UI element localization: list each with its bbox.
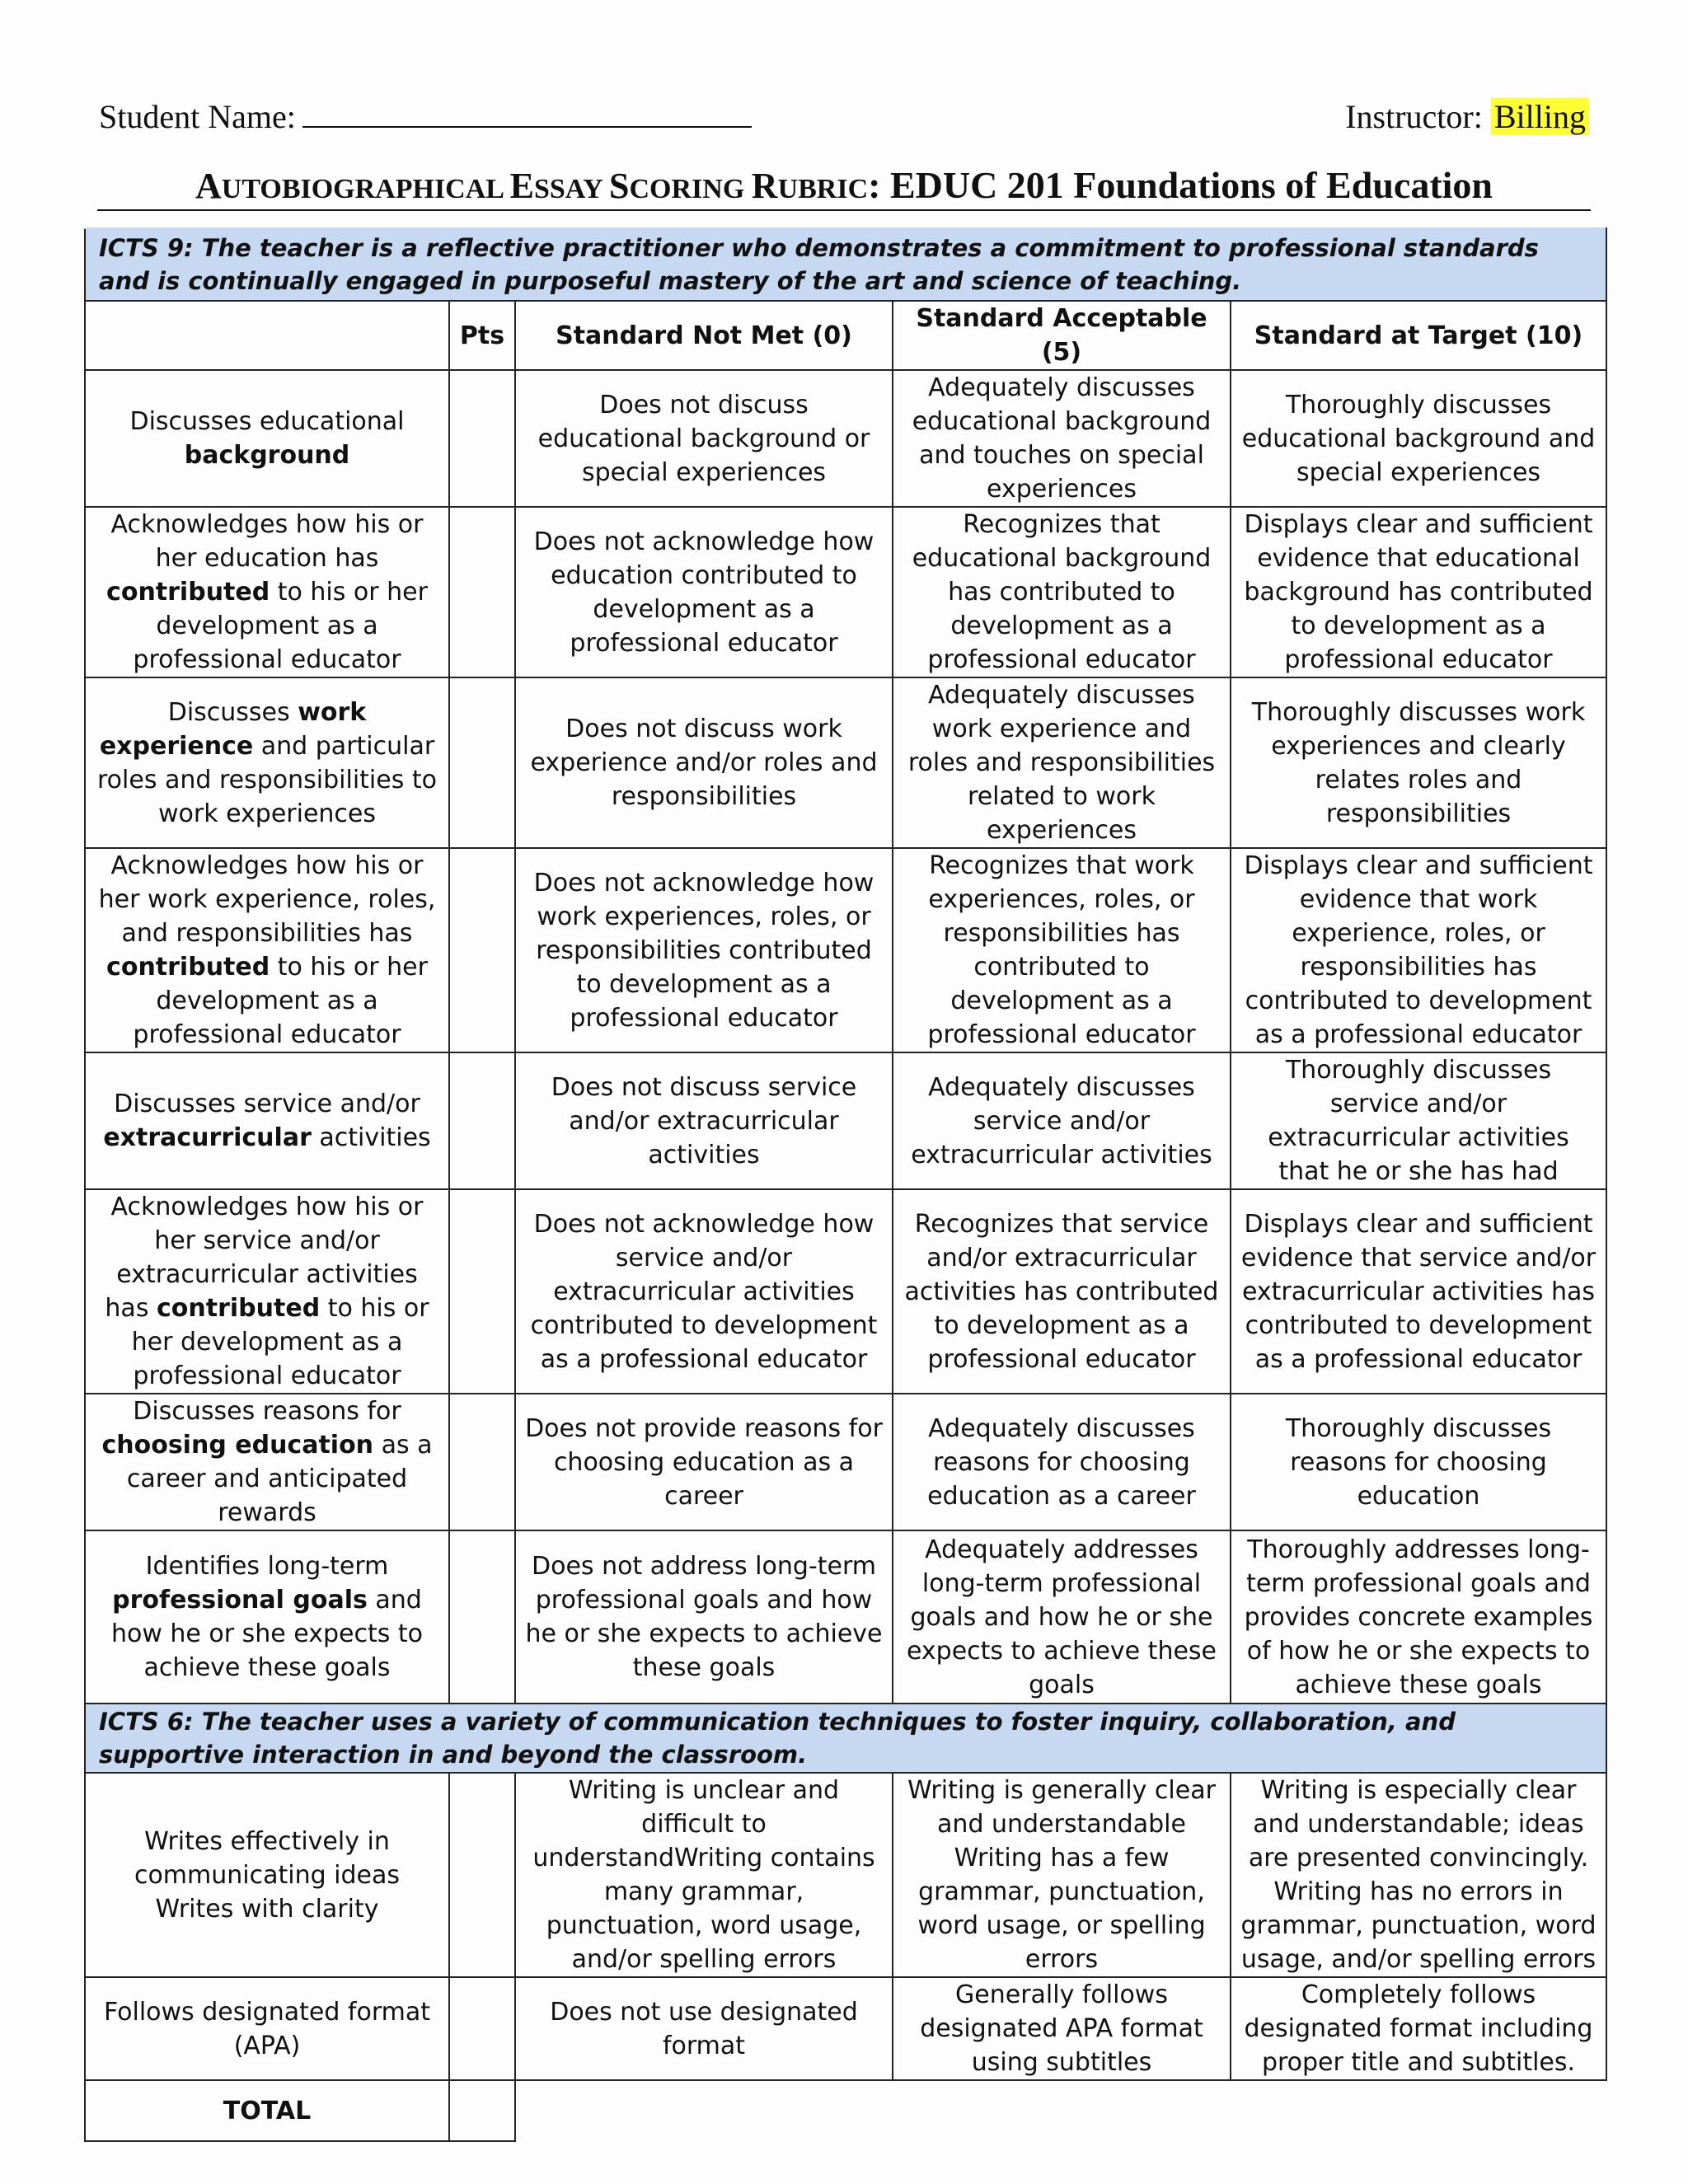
- column-header-not-met: Standard Not Met (0): [515, 301, 893, 370]
- total-row: [85, 2080, 1606, 2141]
- instructor-field: [1345, 97, 1589, 136]
- table-row: [85, 848, 1606, 1052]
- not-met-cell: Does not acknowledge how education contributed to development as a professional educator: [515, 507, 893, 677]
- student-name-blank[interactable]: [302, 98, 752, 128]
- table-row: [85, 1773, 1606, 1977]
- section-header-icts9: [85, 228, 1606, 301]
- not-met-cell: Does not acknowledge how service and/or extracurricular activities contributed to development as a professional educator: [515, 1189, 893, 1394]
- not-met-cell: Does not discuss service and/or extracurricular activities: [515, 1052, 893, 1189]
- target-cell: Thoroughly discusses reasons for choosing education: [1231, 1394, 1606, 1530]
- target-cell: Displays clear and sufficient evidence that service and/or extracurricular activities has contributed to development as a professional educator: [1231, 1189, 1606, 1394]
- total-points-cell[interactable]: [449, 2080, 515, 2141]
- points-cell[interactable]: [449, 1977, 515, 2080]
- not-met-cell: Does not use designated format: [515, 1977, 893, 2080]
- criterion-cell: Follows designated format (APA): [85, 1977, 449, 2080]
- page-title: AUTOBIOGRAPHICAL ESSAY SCORING RUBRIC: EDUC 201 Foundations of Education: [97, 162, 1591, 211]
- points-cell[interactable]: [449, 1530, 515, 1704]
- criterion-cell: Discusses educational background: [85, 370, 449, 507]
- points-cell[interactable]: [449, 848, 515, 1052]
- table-row: [85, 1052, 1606, 1189]
- acceptable-cell: Adequately discusses service and/or extracurricular activities: [893, 1052, 1231, 1189]
- criterion-cell: Acknowledges how his or her education has contributed to his or her development as a professional educator: [85, 507, 449, 677]
- points-cell[interactable]: [449, 1052, 515, 1189]
- student-name-field[interactable]: [99, 97, 752, 136]
- criterion-cell: Acknowledges how his or her work experience, roles, and responsibilities has contributed to his or her development as a professional educator: [85, 848, 449, 1052]
- criterion-cell: Acknowledges how his or her service and/or extracurricular activities has contributed to his or her development as a professional educator: [85, 1189, 449, 1394]
- not-met-cell: Does not acknowledge how work experiences, roles, or responsibilities contributed to development as a professional educator: [515, 848, 893, 1052]
- instructor-label: Instructor:: [1345, 98, 1483, 135]
- section-icts6-text: ICTS 6: The teacher uses a variety of communication techniques to foster inquiry, collaboration, and supportive interaction in and beyond the classroom.: [85, 1704, 1606, 1773]
- rubric-table: [84, 227, 1607, 2142]
- student-name-label: Student Name:: [99, 98, 296, 135]
- target-cell: Completely follows designated format including proper title and subtitles.: [1231, 1977, 1606, 2080]
- target-cell: Thoroughly discusses service and/or extracurricular activities that he or she has had: [1231, 1052, 1606, 1189]
- table-row: [85, 677, 1606, 848]
- acceptable-cell: Adequately addresses long-term professional goals and how he or she expects to achieve these goals: [893, 1530, 1231, 1704]
- points-cell[interactable]: [449, 677, 515, 848]
- target-cell: Thoroughly addresses long-term professional goals and provides concrete examples of how he or she expects to achieve these goals: [1231, 1530, 1606, 1704]
- criterion-cell: Discusses service and/or extracurricular activities: [85, 1052, 449, 1189]
- points-cell[interactable]: [449, 507, 515, 677]
- not-met-cell: Does not discuss work experience and/or roles and responsibilities: [515, 677, 893, 848]
- column-header-acceptable: Standard Acceptable (5): [893, 301, 1231, 370]
- column-header-row: [85, 301, 1606, 370]
- target-cell: Thoroughly discusses work experiences and clearly relates roles and responsibilities: [1231, 677, 1606, 848]
- criterion-cell: Writes effectively in communicating ideas Writes with clarity: [85, 1773, 449, 1977]
- acceptable-cell: Adequately discusses reasons for choosing education as a career: [893, 1394, 1231, 1530]
- criterion-cell: Identifies long-term professional goals and how he or she expects to achieve these goals: [85, 1530, 449, 1704]
- acceptable-cell: Generally follows designated APA format using subtitles: [893, 1977, 1231, 2080]
- column-header-pts: Pts: [449, 301, 515, 370]
- target-cell: Writing is especially clear and understandable; ideas are presented convincingly. Writing has no errors in grammar, punctuation, word usage, and/or spelling errors: [1231, 1773, 1606, 1977]
- acceptable-cell: Recognizes that work experiences, roles, or responsibilities has contributed to development as a professional educator: [893, 848, 1231, 1052]
- column-header-criterion: [85, 301, 449, 370]
- table-row: [85, 1394, 1606, 1530]
- acceptable-cell: Recognizes that service and/or extracurricular activities has contributed to development as a professional educator: [893, 1189, 1231, 1394]
- target-cell: Displays clear and sufficient evidence that educational background has contributed to development as a professional educator: [1231, 507, 1606, 677]
- total-row-spacer: [515, 2080, 1606, 2141]
- section-icts9-text: ICTS 9: The teacher is a reflective practitioner who demonstrates a commitment to professional standards and is continually engaged in purposeful mastery of the art and science of teaching.: [85, 228, 1606, 301]
- instructor-name: Billing: [1491, 98, 1589, 135]
- points-cell[interactable]: [449, 1773, 515, 1977]
- points-cell[interactable]: [449, 1394, 515, 1530]
- column-header-target: Standard at Target (10): [1231, 301, 1606, 370]
- not-met-cell: Writing is unclear and difficult to understandWriting contains many grammar, punctuation, word usage, and/or spelling errors: [515, 1773, 893, 1977]
- table-row: [85, 1189, 1606, 1394]
- table-row: [85, 370, 1606, 507]
- not-met-cell: Does not provide reasons for choosing education as a career: [515, 1394, 893, 1530]
- section-header-icts6: [85, 1704, 1606, 1773]
- acceptable-cell: Adequately discusses educational background and touches on special experiences: [893, 370, 1231, 507]
- target-cell: Thoroughly discusses educational background and special experiences: [1231, 370, 1606, 507]
- target-cell: Displays clear and sufficient evidence that work experience, roles, or responsibilities has contributed to development as a professional educator: [1231, 848, 1606, 1052]
- not-met-cell: Does not address long-term professional goals and how he or she expects to achieve these goals: [515, 1530, 893, 1704]
- criterion-cell: Discusses reasons for choosing education as a career and anticipated rewards: [85, 1394, 449, 1530]
- acceptable-cell: Adequately discusses work experience and roles and responsibilities related to work experiences: [893, 677, 1231, 848]
- points-cell[interactable]: [449, 370, 515, 507]
- acceptable-cell: Recognizes that educational background has contributed to development as a professional educator: [893, 507, 1231, 677]
- table-row: [85, 1530, 1606, 1704]
- not-met-cell: Does not discuss educational background or special experiences: [515, 370, 893, 507]
- points-cell[interactable]: [449, 1189, 515, 1394]
- table-row: [85, 1977, 1606, 2080]
- acceptable-cell: Writing is generally clear and understandable Writing has a few grammar, punctuation, word usage, or spelling errors: [893, 1773, 1231, 1977]
- total-label: TOTAL: [85, 2080, 449, 2141]
- criterion-cell: Discusses work experience and particular roles and responsibilities to work experiences: [85, 677, 449, 848]
- table-row: [85, 507, 1606, 677]
